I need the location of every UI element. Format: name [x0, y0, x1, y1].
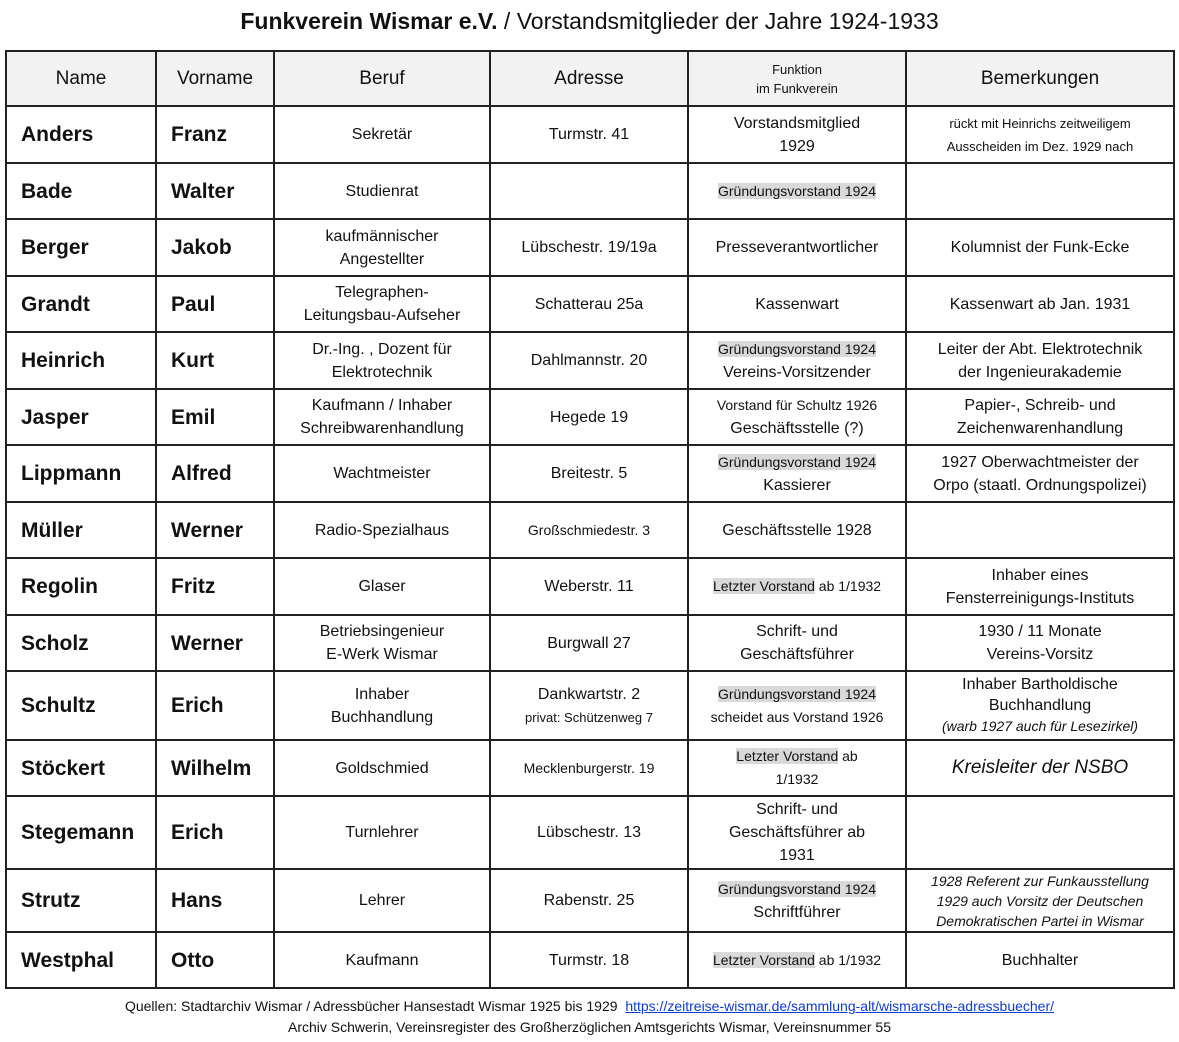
bemerkung-line: Kreisleiter der NSBO: [951, 757, 1129, 778]
table-row: [6, 163, 1174, 219]
header-funktion: [688, 51, 906, 106]
funktion-line: 1/1932: [775, 771, 819, 787]
bemerkung-line: 1930 / 11 Monate: [978, 623, 1102, 640]
funktion-line: 1931: [779, 847, 815, 864]
funktion-line: Geschäftsführer ab: [728, 824, 866, 841]
bemerkung-line: Kolumnist der Funk-Ecke: [950, 239, 1130, 256]
cell-vorname: Otto: [156, 932, 274, 988]
bemerkung-line: Zeichenwarenhandlung: [956, 420, 1124, 437]
cell-name: Strutz: [6, 869, 156, 932]
bemerkung-line: Demokratischen Partei in Wismar: [936, 912, 1144, 929]
table-row: [6, 796, 1174, 869]
cell-bemerkungen: [906, 796, 1174, 869]
cell-bemerkungen: [906, 615, 1174, 671]
funktion-line: 1929: [779, 137, 815, 155]
beruf-line: Lehrer: [358, 892, 406, 909]
cell-name: Anders: [6, 106, 156, 163]
bemerkung-line: Orpo (staatl. Ordnungspolizei): [933, 476, 1147, 494]
footer-source-link[interactable]: https://zeitreise-wismar.de/sammlung-alt/wismarsche-adressbuecher/: [625, 998, 1055, 1014]
cell-adresse: Turmstr. 18: [490, 932, 688, 988]
cell-beruf: [274, 796, 490, 869]
cell-bemerkungen: [906, 558, 1174, 615]
cell-funktion: [688, 740, 906, 796]
cell-bemerkungen: [906, 163, 1174, 219]
cell-bemerkungen: [906, 869, 1174, 932]
cell-bemerkungen: [906, 671, 1174, 740]
cell-name: Regolin: [6, 558, 156, 615]
funktion-line: scheidet aus Vorstand 1926: [710, 708, 884, 725]
funktion-line: Schriftführer: [753, 903, 841, 921]
cell-name: Westphal: [6, 932, 156, 988]
cell-vorname: Werner: [156, 502, 274, 558]
funktion-line: ab: [838, 748, 858, 764]
cell-vorname: Erich: [156, 796, 274, 869]
footer-source-text: Quellen: Stadtarchiv Wismar / Adressbücher Hansestadt Wismar 1925 bis 1929: [124, 998, 618, 1014]
beruf-line: Studienrat: [345, 182, 419, 200]
cell-name: Jasper: [6, 389, 156, 445]
header-adresse: Adresse: [490, 51, 688, 106]
funktion-line: Kassenwart: [755, 295, 839, 313]
adresse-line: Dankwartstr. 2: [537, 685, 641, 703]
bemerkung-line: Fensterreinigungs-Instituts: [945, 589, 1135, 607]
cell-bemerkungen: [906, 106, 1174, 163]
cell-adresse: Dahlmannstr. 20: [490, 332, 688, 389]
funktion-line: Vereins-Vorsitzender: [723, 363, 871, 381]
beruf-line: Angestellter: [339, 250, 425, 268]
cell-funktion: [688, 445, 906, 502]
funktion-line: Geschäftsstelle 1928: [722, 521, 872, 539]
funktion-highlight: Letzter Vorstand: [712, 578, 815, 594]
beruf-line: Telegraphen-: [335, 284, 429, 301]
cell-funktion: [688, 558, 906, 615]
cell-name: Bade: [6, 163, 156, 219]
cell-funktion: [688, 869, 906, 932]
funktion-line: Vorstand für Schultz 1926: [716, 397, 878, 413]
cell-adresse: Schatterau 25a: [490, 276, 688, 332]
header-beruf: Beruf: [274, 51, 490, 106]
cell-vorname: Walter: [156, 163, 274, 219]
bemerkung-line: 1927 Oberwachtmeister der: [941, 453, 1139, 471]
beruf-line: Goldschmied: [335, 759, 429, 777]
cell-funktion: [688, 163, 906, 219]
cell-funktion: [688, 671, 906, 740]
cell-adresse: Hegede 19: [490, 389, 688, 445]
cell-name: Berger: [6, 219, 156, 276]
beruf-line: Kaufmann: [345, 951, 419, 969]
funktion-line: Presseverantwortlicher: [715, 239, 879, 256]
cell-bemerkungen: [906, 219, 1174, 276]
funktion-line: Geschäftsstelle (?): [730, 420, 864, 437]
funktion-line: ab 1/1932: [814, 951, 882, 968]
cell-adresse: [490, 671, 688, 740]
bemerkung-line: rückt mit Heinrichs zeitweiligem: [949, 115, 1131, 131]
funktion-line: Geschäftsführer: [740, 646, 854, 663]
cell-beruf: [274, 932, 490, 988]
cell-beruf: [274, 163, 490, 219]
header-funktion-line2: im Funkverein: [756, 80, 838, 96]
cell-beruf: [274, 219, 490, 276]
cell-bemerkungen: [906, 740, 1174, 796]
cell-name: Schultz: [6, 671, 156, 740]
cell-bemerkungen: [906, 332, 1174, 389]
cell-beruf: [274, 740, 490, 796]
bemerkung-line: Inhaber Bartholdische: [962, 676, 1118, 693]
table-row: [6, 106, 1174, 163]
funktion-highlight: Letzter Vorstand: [736, 748, 839, 764]
header-bemerkungen: Bemerkungen: [906, 51, 1174, 106]
adresse-private: privat: Schützenweg 7: [525, 709, 653, 725]
cell-beruf: [274, 558, 490, 615]
funktion-highlight: Gründungsvorstand 1924: [718, 340, 876, 357]
cell-funktion: [688, 276, 906, 332]
cell-adresse: Turmstr. 41: [490, 106, 688, 163]
cell-vorname: Jakob: [156, 219, 274, 276]
cell-beruf: [274, 276, 490, 332]
table-row: [6, 740, 1174, 796]
cell-vorname: Paul: [156, 276, 274, 332]
funktion-highlight: Letzter Vorstand: [712, 951, 815, 968]
table-row: [6, 332, 1174, 389]
cell-funktion: [688, 389, 906, 445]
beruf-line: Elektrotechnik: [331, 363, 433, 381]
cell-adresse: Burgwall 27: [490, 615, 688, 671]
bemerkung-line: 1929 auch Vorsitz der Deutschen: [936, 892, 1144, 909]
cell-name: Stegemann: [6, 796, 156, 869]
cell-funktion: [688, 502, 906, 558]
bemerkung-line: Inhaber eines: [991, 566, 1089, 584]
cell-funktion: [688, 615, 906, 671]
cell-adresse: [490, 163, 688, 219]
bemerkung-line: Buchhalter: [1001, 951, 1079, 969]
beruf-line: Buchhandlung: [330, 708, 434, 726]
funktion-line: Vorstandsmitglied: [733, 114, 861, 132]
bemerkung-line: Vereins-Vorsitz: [986, 646, 1094, 663]
cell-vorname: Werner: [156, 615, 274, 671]
bemerkung-line: Leiter der Abt. Elektrotechnik: [937, 340, 1143, 358]
cell-name: Stöckert: [6, 740, 156, 796]
table-row: [6, 389, 1174, 445]
cell-vorname: Fritz: [156, 558, 274, 615]
bemerkung-line: Ausscheiden im Dez. 1929 nach: [946, 138, 1134, 154]
beruf-line: Radio-Spezialhaus: [314, 521, 450, 539]
table-row: [6, 502, 1174, 558]
funktion-line: Schrift- und: [756, 801, 838, 818]
cell-bemerkungen: [906, 445, 1174, 502]
footer-line1: [0, 996, 1179, 1017]
cell-beruf: [274, 389, 490, 445]
cell-adresse: Großschmiedestr. 3: [490, 502, 688, 558]
funktion-highlight: Gründungsvorstand 1924: [718, 685, 876, 702]
cell-vorname: Erich: [156, 671, 274, 740]
beruf-line: Leitungsbau-Aufseher: [303, 307, 461, 324]
cell-vorname: Kurt: [156, 332, 274, 389]
bemerkung-line: Buchhandlung: [988, 697, 1092, 714]
beruf-line: Turnlehrer: [345, 824, 419, 841]
beruf-line: Sekretär: [351, 126, 413, 143]
cell-funktion: [688, 106, 906, 163]
beruf-line: Dr.-Ing. , Dozent für: [312, 340, 452, 358]
funktion-highlight: Gründungsvorstand 1924: [718, 880, 876, 897]
cell-name: Müller: [6, 502, 156, 558]
title-rest: / Vorstandsmitglieder der Jahre 1924-1933: [497, 8, 939, 34]
header-row: [6, 51, 1174, 106]
cell-funktion: [688, 932, 906, 988]
beruf-line: Kaufmann / Inhaber: [311, 397, 453, 414]
footer-line2: Archiv Schwerin, Vereinsregister des Großherzöglichen Amtsgerichts Wismar, Vereinsnummer 55: [287, 1019, 891, 1035]
cell-adresse: Weberstr. 11: [490, 558, 688, 615]
cell-bemerkungen: [906, 502, 1174, 558]
members-table: [5, 50, 1175, 989]
beruf-line: E-Werk Wismar: [326, 646, 438, 663]
cell-beruf: [274, 332, 490, 389]
table-row: [6, 445, 1174, 502]
cell-adresse: Breitestr. 5: [490, 445, 688, 502]
cell-vorname: Franz: [156, 106, 274, 163]
cell-funktion: [688, 332, 906, 389]
bemerkung-line: Papier-, Schreib- und: [964, 397, 1116, 414]
beruf-line: kaufmännischer: [325, 227, 439, 245]
title-bold: Funkverein Wismar e.V.: [240, 8, 498, 34]
funktion-highlight: Gründungsvorstand 1924: [718, 182, 876, 199]
beruf-line: Wachtmeister: [333, 465, 431, 482]
funktion-line: Schrift- und: [756, 623, 838, 640]
cell-adresse: Lübschestr. 19/19a: [490, 219, 688, 276]
cell-bemerkungen: [906, 276, 1174, 332]
cell-beruf: [274, 106, 490, 163]
table-row: [6, 671, 1174, 740]
bemerkung-line: (warb 1927 auch für Lesezirkel): [941, 718, 1139, 734]
cell-beruf: [274, 869, 490, 932]
header-vorname: Vorname: [156, 51, 274, 106]
cell-name: Lippmann: [6, 445, 156, 502]
funktion-line: ab 1/1932: [814, 578, 882, 594]
bemerkung-line: der Ingenieurakademie: [958, 363, 1122, 381]
cell-vorname: Wilhelm: [156, 740, 274, 796]
cell-vorname: Emil: [156, 389, 274, 445]
header-funktion-line1: Funktion: [772, 61, 822, 77]
table-row: [6, 615, 1174, 671]
footer-sources: [0, 996, 1179, 1038]
cell-vorname: Alfred: [156, 445, 274, 502]
beruf-line: Schreibwarenhandlung: [300, 420, 464, 437]
funktion-line: Kassierer: [763, 476, 831, 494]
header-name: Name: [6, 51, 156, 106]
table-row: [6, 558, 1174, 615]
cell-bemerkungen: [906, 389, 1174, 445]
cell-beruf: [274, 615, 490, 671]
cell-adresse: Mecklenburgerstr. 19: [490, 740, 688, 796]
cell-vorname: Hans: [156, 869, 274, 932]
cell-adresse: Rabenstr. 25: [490, 869, 688, 932]
bemerkung-line: Kassenwart ab Jan. 1931: [949, 295, 1131, 313]
funktion-highlight: Gründungsvorstand 1924: [718, 453, 876, 470]
cell-name: Scholz: [6, 615, 156, 671]
cell-name: Grandt: [6, 276, 156, 332]
cell-adresse: Lübschestr. 13: [490, 796, 688, 869]
page-title: [0, 6, 1179, 36]
cell-funktion: [688, 796, 906, 869]
cell-beruf: [274, 445, 490, 502]
table-row: [6, 276, 1174, 332]
cell-bemerkungen: [906, 932, 1174, 988]
table-row: [6, 869, 1174, 932]
cell-funktion: [688, 219, 906, 276]
table-row: [6, 932, 1174, 988]
cell-name: Heinrich: [6, 332, 156, 389]
beruf-line: Glaser: [358, 578, 406, 595]
cell-beruf: [274, 502, 490, 558]
table-row: [6, 219, 1174, 276]
cell-beruf: [274, 671, 490, 740]
beruf-line: Betriebsingenieur: [319, 623, 445, 640]
bemerkung-line: 1928 Referent zur Funkausstellung: [931, 872, 1149, 889]
beruf-line: Inhaber: [354, 685, 410, 703]
